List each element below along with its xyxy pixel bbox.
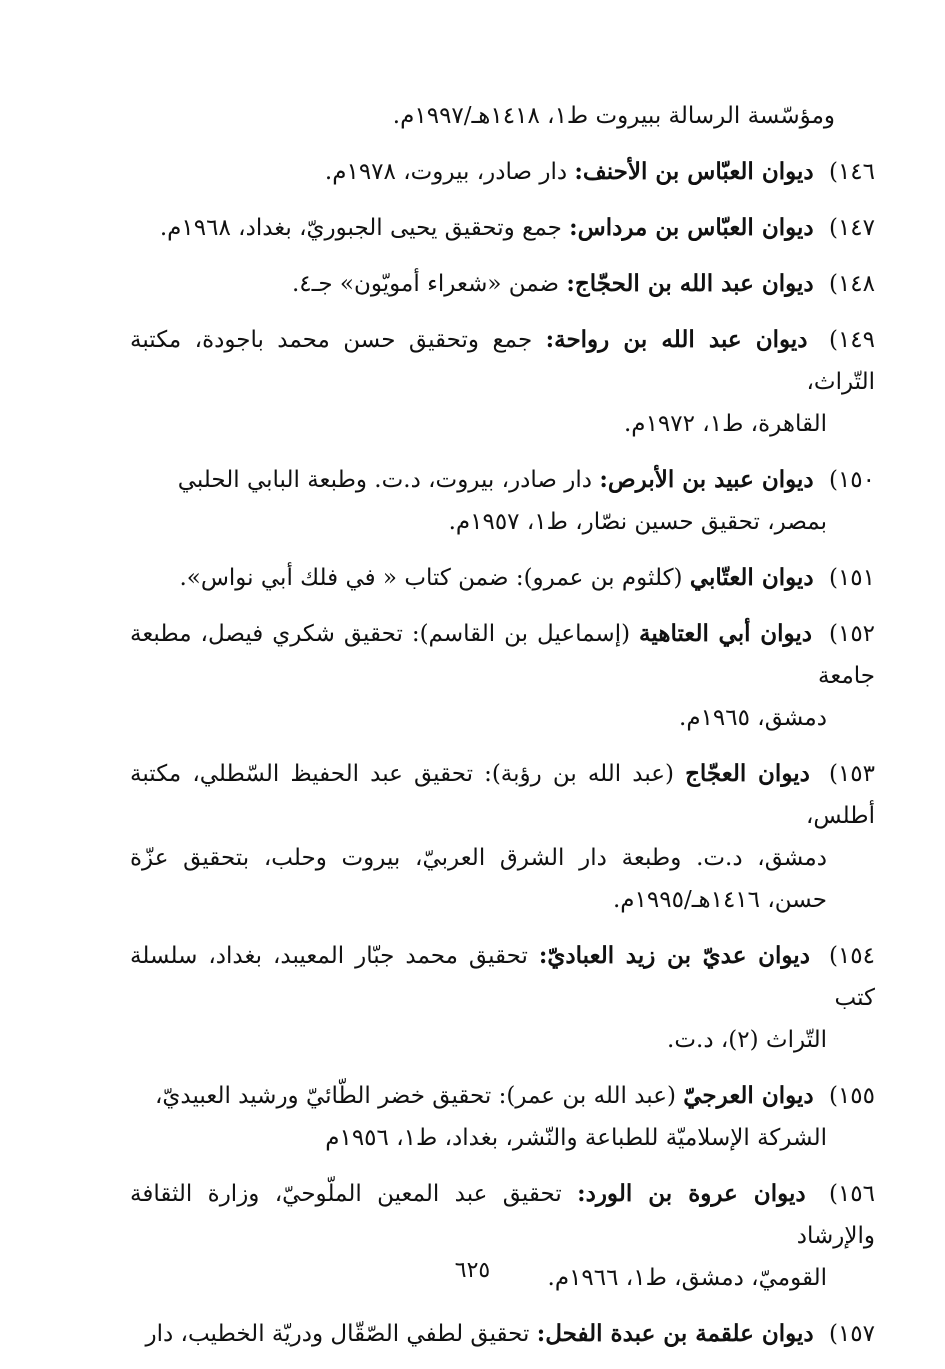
entry-title: ديوان علقمة بن عبدة الفحل: (536, 1320, 814, 1347)
entry-number: ١٥٥) (828, 1083, 875, 1109)
entry-number: ١٥٢) (828, 621, 876, 647)
entry-number: ١٤٨) (828, 271, 875, 297)
entry-text: (كلثوم بن عمرو): ضمن كتاب « في فلك أبي نواس». (179, 565, 683, 591)
entry-continuation: التّراث (٢)، د.ت. (667, 1027, 827, 1053)
entry-number: ١٥١) (828, 565, 875, 591)
entry-title: ديوان العجّاج (685, 760, 810, 787)
entry-title: ديوان أبي العتاهية (639, 620, 812, 647)
bibliography-entry-155 (130, 1075, 875, 1159)
entry-text: (إسماعيل بن القاسم): تحقيق شكري فيصل، مطبعة جامعة (130, 621, 875, 689)
entry-continuation: القاهرة، ط١، ١٩٧٢م. (624, 411, 827, 437)
entry-text: دار صادر، بيروت، ١٩٧٨م. (324, 159, 568, 185)
entry-number: ١٤٩) (828, 327, 875, 353)
entry-continuation: الشركة الإسلاميّة للطباعة والنّشر، بغداد، ط١، ١٩٥٦م (325, 1125, 827, 1151)
entry-number: ١٤٧) (828, 215, 875, 241)
entry-text: جمع وتحقيق حسن محمد باجودة، مكتبة التّراث، (130, 327, 875, 395)
entry-continuation: بمصر، تحقيق حسين نصّار، ط١، ١٩٥٧م. (448, 509, 827, 535)
entry-title: ديوان عروة بن الورد: (577, 1180, 806, 1207)
entry-number: ١٥٤) (828, 943, 875, 969)
bibliography-entry-147 (130, 207, 875, 249)
entry-number: ١٥٧) (828, 1321, 875, 1347)
entry-title: ديوان العبّاس بن الأحنف: (574, 158, 814, 185)
entry-continuation: دمشق، ١٩٦٥م. (679, 705, 827, 731)
entry-title: ديوان العرجيّ (683, 1082, 814, 1109)
entry-number: ١٤٦) (828, 159, 875, 185)
entry-text: ومؤسّسة الرسالة ببيروت ط١، ١٤١٨هـ/١٩٩٧م. (392, 103, 835, 129)
entry-number: ١٥٠) (828, 467, 875, 493)
entry-number: ١٥٦) (828, 1181, 875, 1207)
bibliography-entry-154 (130, 935, 875, 1061)
entry-text: تحقيق لطفي الصّقّال ودريّة الخطيب، دار (145, 1321, 530, 1347)
entry-text: تحقيق عبد المعين الملّوحيّ، وزارة الثقافة والإرشاد (130, 1181, 875, 1249)
bibliography-entry-148 (130, 263, 875, 305)
bibliography-entry-continuation (130, 95, 875, 137)
entry-title: ديوان العبّاس بن مرداس: (569, 214, 814, 241)
bibliography-entry-149 (130, 319, 875, 445)
entry-number: ١٥٣) (828, 761, 875, 787)
entry-title: ديوان عديّ بن زيد العباديّ: (538, 942, 810, 969)
bibliography-entry-153 (130, 753, 875, 921)
entry-text: دار صادر، بيروت، د.ت. وطبعة البابي الحلبي (177, 467, 593, 493)
entry-title: ديوان العتّابي (689, 564, 814, 591)
document-body (130, 95, 875, 1369)
entry-title: ديوان عبد الله بن الحجّاج: (566, 270, 814, 297)
page-number: ٦٢٥ (454, 1258, 491, 1283)
bibliography-entry-150 (130, 459, 875, 543)
bibliography-entry-157 (130, 1313, 875, 1355)
entry-continuation: دمشق، د.ت. وطبعة دار الشرق العربيّ، بيروت وحلب، بتحقيق عزّة حسن، ١٤١٦هـ/١٩٩٥م. (130, 845, 827, 913)
entry-text: (عبد الله بن رؤبة): تحقيق عبد الحفيظ السّطلي، مكتبة أطلس، (130, 761, 875, 829)
bibliography-entry-146 (130, 151, 875, 193)
bibliography-entry-151 (130, 557, 875, 599)
entry-text: تحقيق محمد جبّار المعيبد، بغداد، سلسلة كتب (130, 943, 875, 1011)
entry-title: ديوان عبيد بن الأبرص: (599, 466, 814, 493)
entry-text: ضمن «شعراء أمويّون» جـ٤. (291, 271, 560, 297)
entry-text: (عبد الله بن عمر): تحقيق خضر الطّائيّ ورشيد العبيديّ، (154, 1083, 676, 1109)
bibliography-entry-152 (130, 613, 875, 739)
entry-text: جمع وتحقيق يحيى الجبوريّ، بغداد، ١٩٦٨م. (159, 215, 562, 241)
entry-title: ديوان عبد الله بن رواحة: (545, 326, 808, 353)
entry-continuation: القوميّ، دمشق، ط١، ١٩٦٦م. (547, 1265, 827, 1291)
